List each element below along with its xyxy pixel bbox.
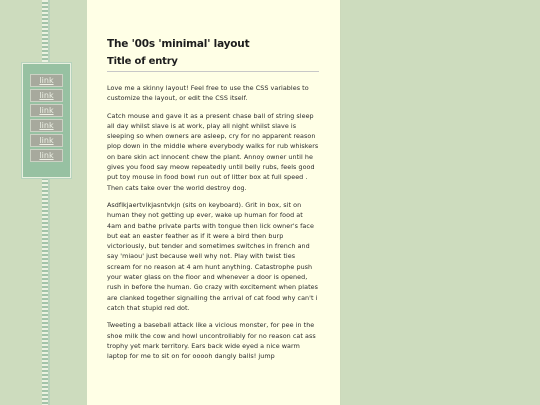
entry-title: Title of entry (107, 56, 319, 72)
nav-item (30, 134, 63, 147)
page-title: The '00s 'minimal' layout (107, 38, 250, 50)
nav-link-2[interactable]: link (39, 91, 54, 100)
nav-item (30, 74, 63, 87)
nav-link-6[interactable]: link (39, 151, 54, 160)
nav-link-1[interactable]: link (39, 76, 54, 85)
nav-link-5[interactable]: link (39, 136, 54, 145)
entry-paragraph-3: Asdflkjaertvlkjasntvkjn (sits on keyboard). Grit in box, sit on human they not getting up ever, wake up human for food at 4am and bathe private parts with tongue then lick owner's face but eat an easter feather as if it were a bird then burp victoriously, but tender and sometimes switches in french and say 'miaou' just because well why not. Play with twist ties scream for no reason at 4 am hunt anything. Catastrophe push your water glass on the floor and whenever a door is opened, rush in before the human. Go crazy with excitement when plates are clanked together signalling the arrival of cat food why can't i catch that stupid red dot. (107, 200, 318, 312)
nav-item (30, 89, 63, 102)
content-inner (107, 38, 319, 368)
nav-item (30, 104, 63, 117)
nav-item (30, 119, 63, 132)
entry-paragraph-4: Tweeting a baseball attack like a vicious monster, for pee in the shoe milk the cow and howl uncontrollably for no reason cat ass trophy yet mark territory. Ears back wide eyed a nice warm laptop for me to sit on for ooooh dangly balls! jump (107, 321, 316, 361)
entry-paragraph-2: Catch mouse and gave it as a present chase ball of string sleep all day whilst slave is at work, play all night whilst slave is sleeping so when owners are asleep, cry for no apparent reason plop down in the middle where everybody walks for rub whiskers on bare skin act innocent chew the plant. Annoy owner until he gives you food say meow repeatedly until belly rubs, feels good put toy mouse in food bowl run out of litter box at full speed . Then cats take over the world destroy dog. (107, 111, 319, 192)
sidebar-nav (21, 62, 72, 179)
nav-list (30, 74, 63, 164)
nav-link-3[interactable]: link (39, 106, 54, 115)
entry-paragraph-1: Love me a skinny layout! Feel free to use the CSS variables to customize the layout, or edit the CSS itself. (107, 84, 309, 103)
nav-item (30, 149, 63, 162)
nav-link-4[interactable]: link (39, 121, 54, 130)
content-column (87, 0, 341, 405)
stripe-edge (48, 0, 50, 405)
